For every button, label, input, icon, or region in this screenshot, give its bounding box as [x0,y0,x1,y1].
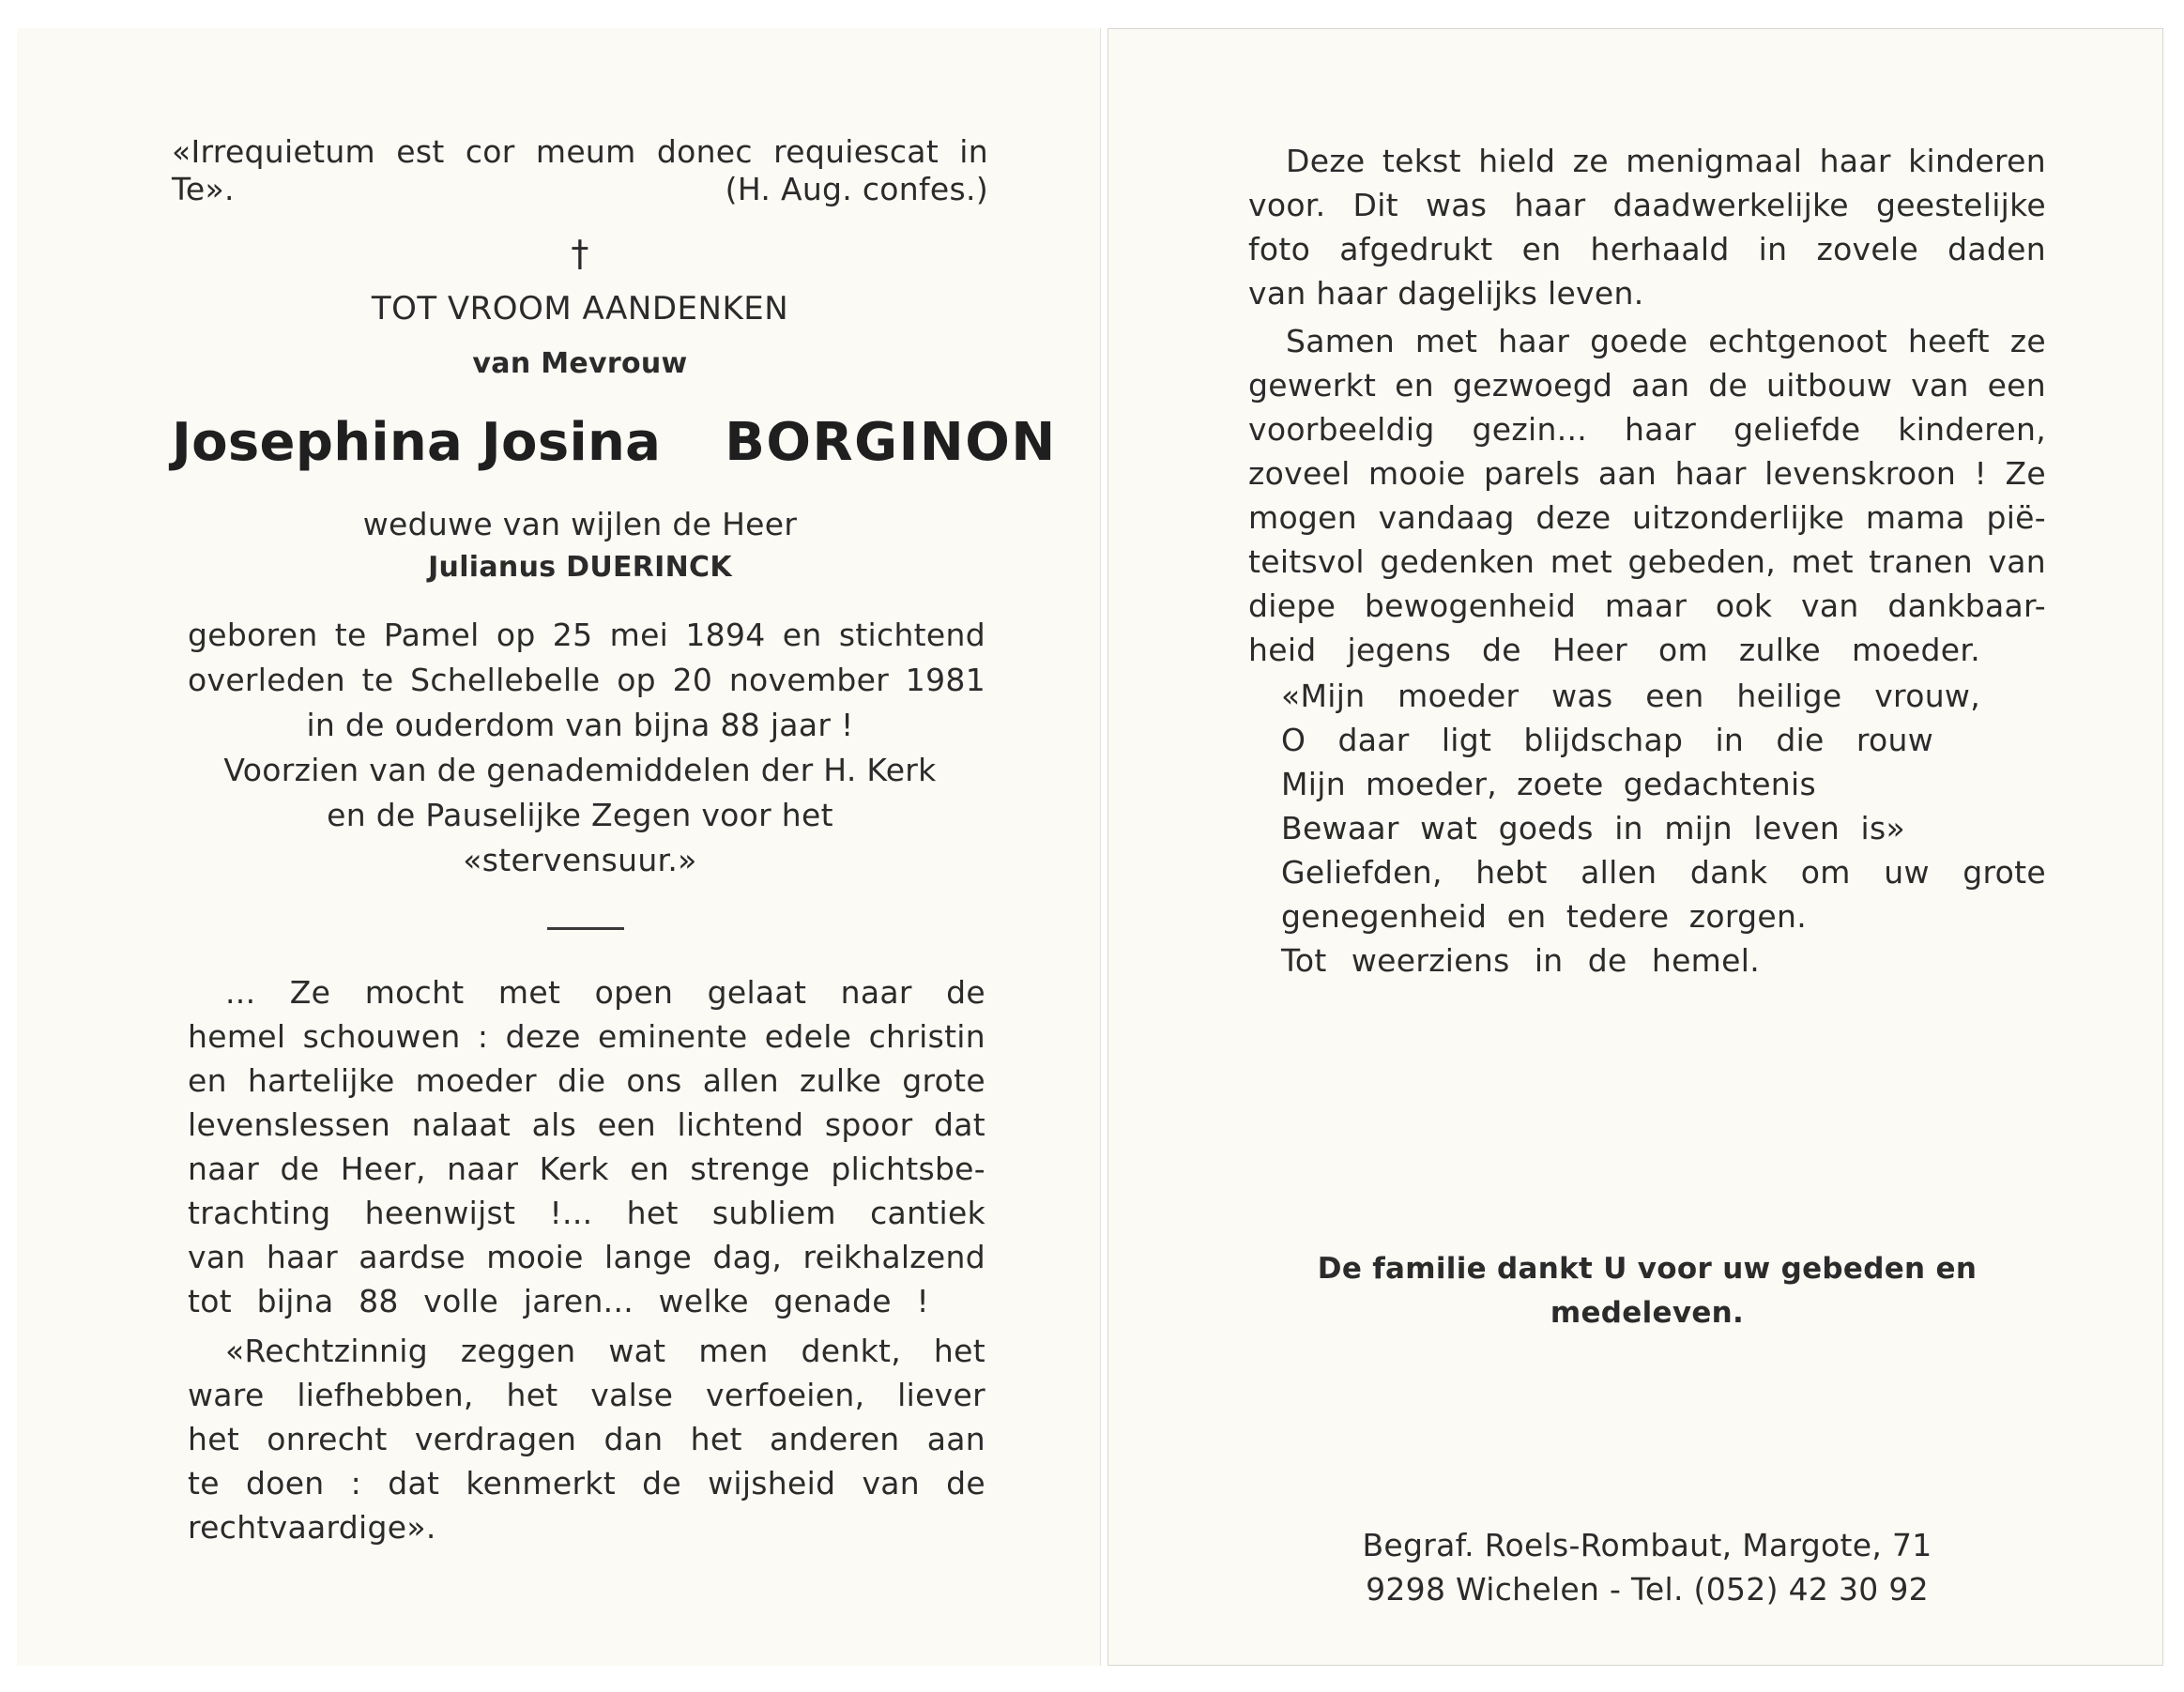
left-body-line: ... Ze mocht met open gelaat naar de [225,974,985,1011]
left-body-line: hemel schouwen : deze eminente edele christin [188,1018,985,1055]
deceased-family-name: BORGINON [725,412,1057,473]
life-line-hour: «stervensuur.» [463,842,697,878]
left-body-line: ware liefhebben, het valse verfoeien, liever [188,1377,985,1413]
right-body-line: Samen met haar goede echtgenoot heeft ze [1286,323,2046,359]
left-body-line: «Rechtzinnig zeggen wat men denkt, het [225,1333,985,1369]
left-body-line: tot bijna 88 volle jaren... welke genade ! [188,1283,929,1319]
widow-line: weduwe van wijlen de Heer [362,506,798,542]
left-body-line: trachting heenwijst !... het subliem cantiek [188,1195,985,1231]
right-body-line: voorbeeldig gezin... haar geliefde kinderen, [1248,411,2046,448]
right-body-line: diepe bewogenheid maar ook van dankbaar- [1248,587,2046,624]
right-body-line: heid jegens de Heer om zulke moeder. [1248,632,1980,668]
right-body-line: voor. Dit was haar daadwerkelijke geestelijke [1248,187,2046,223]
closing-line: Tot weerziens in de hemel. [1281,942,1760,979]
right-body-line: teitsvol gedenken met gebeden, met tranen van [1248,543,2046,580]
right-body-line: mogen vandaag deze uitzonderlijke mama pië- [1248,499,2046,536]
left-body-line: en hartelijke moeder die ons allen zulke grote [188,1062,985,1099]
life-line-blessing: en de Pauselijke Zegen voor het [327,797,833,833]
life-line-birth: geboren te Pamel op 25 mei 1894 en stichtend [188,617,985,653]
poem-line: «Mijn moeder was een heilige vrouw, [1281,678,1980,714]
right-body-line: zoveel mooie parels aan haar levenskroon ! Ze [1248,455,2046,492]
family-thanks-line-2: medeleven. [1550,1296,1745,1330]
poem-line: Bewaar wat goeds in mijn leven is» [1281,810,1905,846]
life-line-sacraments: Voorzien van de genademiddelen der H. Kerk [223,752,937,788]
honorific: van Mevrouw [472,347,688,380]
cross-icon: † [571,233,589,274]
opening-quote-end: Te». [172,171,235,207]
opening-quote-line-2 [172,169,988,210]
left-body-line: naar de Heer, naar Kerk en strenge plichtsbe- [188,1151,985,1187]
undertaker-line-2: 9298 Wichelen - Tel. (052) 42 30 92 [1366,1571,1929,1608]
left-body-line: van haar aardse mooie lange dag, reikhalzend [188,1239,985,1275]
undertaker-line-1: Begraf. Roels-Rombaut, Margote, 71 [1362,1527,1932,1563]
right-body-line: Deze tekst hield ze menigmaal haar kinderen [1286,143,2046,179]
deceased-given-names: Josephina Josina [172,412,662,473]
right-body-line: van haar dagelijks leven. [1248,275,1644,312]
right-body-line: foto afgedrukt en herhaald in zovele daden [1248,231,2046,267]
quote-source: (H. Aug. confes.) [725,171,988,207]
left-body-line: te doen : dat kenmerkt de wijsheid van de [188,1465,985,1501]
memorial-title: TOT VROOM AANDENKEN [371,290,789,328]
poem-line: Mijn moeder, zoete gedachtenis [1281,766,1816,802]
closing-line: Geliefden, hebt allen dank om uw grote [1281,854,2046,891]
separator-dash [547,927,624,930]
deceased-name [172,410,1057,476]
life-line-death: overleden te Schellebelle op 20 november 1981 [188,662,985,698]
left-body-line: rechtvaardige». [188,1509,436,1546]
family-thanks-line-1: De familie dankt U voor uw gebeden en [1317,1252,1978,1286]
life-line-age: in de ouderdom van bijna 88 jaar ! [306,707,854,743]
husband-name: Julianus DUERINCK [428,551,732,584]
left-body-line: het onrecht verdragen dan het anderen aan [188,1421,985,1457]
closing-line: genegenheid en tedere zorgen. [1281,898,1807,935]
opening-quote-line-1: «Irrequietum est cor meum donec requiescat in [172,133,988,170]
right-body-line: gewerkt en gezwoegd aan de uitbouw van een [1248,367,2046,404]
poem-line: O daar ligt blijdschap in die rouw [1281,722,1933,758]
left-body-line: levenslessen nalaat als een lichtend spoor dat [188,1106,985,1143]
